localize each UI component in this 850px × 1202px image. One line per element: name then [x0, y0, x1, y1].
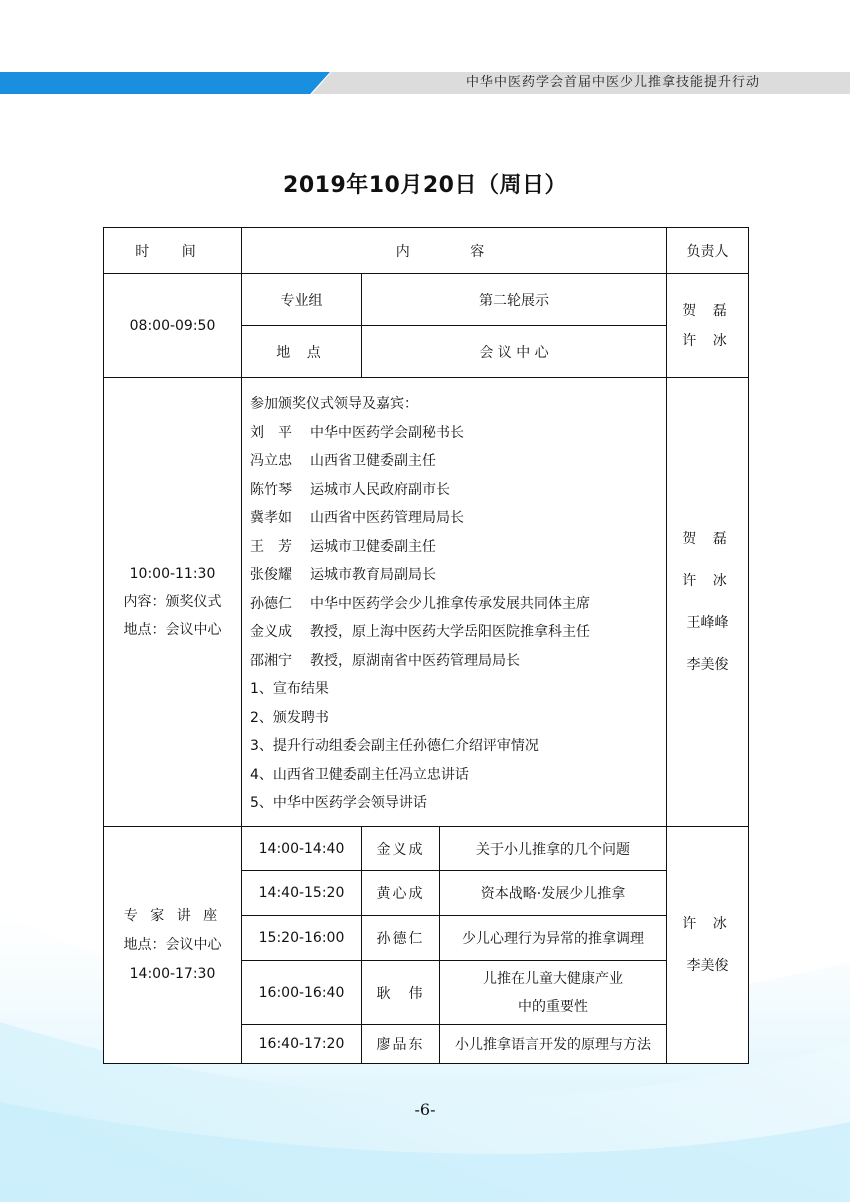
session2-details	[242, 378, 667, 827]
session3-time: 14:00-17:30	[129, 965, 216, 982]
header-time: 时 间	[104, 228, 242, 274]
owner: 许 冰	[682, 573, 733, 589]
owner: 王峰峰	[686, 615, 729, 631]
guest-name: 陈竹琴	[250, 481, 292, 498]
owner: 李美俊	[686, 958, 729, 974]
agenda-item: 5、中华中医药学会领导讲话	[250, 795, 427, 811]
guest-item	[250, 504, 666, 533]
guest-title: 运城市教育局副局长	[310, 567, 436, 583]
lecture-topic: 资本战略·发展少儿推拿	[440, 871, 667, 916]
session1-location-label: 地 点	[242, 326, 362, 378]
guest-item	[250, 447, 666, 476]
guest-name: 王 芳	[250, 538, 292, 555]
guest-item	[250, 476, 666, 505]
guest-title: 教授，原上海中医药大学岳阳医院推拿科主任	[310, 624, 590, 640]
guest-name: 金义成	[250, 624, 292, 640]
guest-title: 山西省卫健委副主任	[310, 453, 436, 469]
lecture-topic: 小儿推拿语言开发的原理与方法	[440, 1025, 667, 1064]
agenda-item: 1、宣布结果	[250, 681, 329, 697]
session3-location: 地点：会议中心	[123, 936, 222, 953]
lecture-time: 15:20-16:00	[242, 916, 362, 961]
guest-name: 张俊耀	[250, 567, 292, 583]
guest-title: 教授，原湖南省中医药管理局局长	[310, 652, 520, 669]
lecture-speaker: 黄心成	[362, 871, 440, 916]
agenda-item: 4、山西省卫健委副主任冯立忠讲话	[250, 766, 469, 783]
header-blue-bar	[0, 72, 330, 94]
header-title: 中华中医药学会首届中医少儿推拿技能提升行动	[465, 75, 760, 90]
lecture-topic: 少儿心理行为异常的推拿调理	[440, 916, 667, 961]
session3-label: 专 家 讲 座	[123, 907, 222, 924]
guests-heading: 参加颁奖仪式领导及嘉宾：	[250, 396, 418, 412]
schedule-table	[103, 227, 749, 1064]
owner: 贺 磊	[682, 531, 733, 547]
guest-title: 中华中医药学会少儿推拿传承发展共同体主席	[310, 595, 590, 612]
session2-time: 10:00-11:30	[129, 566, 216, 582]
page-number: -6-	[414, 1100, 436, 1119]
guest-title: 运城市人民政府副市长	[310, 481, 450, 498]
lecture-speaker: 孙德仁	[362, 916, 440, 961]
header-owner: 负责人	[667, 228, 749, 274]
session3-owners	[667, 827, 749, 1064]
table-header-row	[104, 228, 749, 274]
guest-item	[250, 590, 666, 619]
lecture-speaker: 耿 伟	[362, 961, 440, 1025]
session2-row	[104, 378, 749, 827]
session1-location-value: 会 议 中 心	[362, 326, 667, 378]
guest-title: 山西省中医药管理局局长	[310, 510, 464, 526]
lecture-topic-line: 儿推在儿童大健康产业	[483, 970, 624, 987]
guest-item	[250, 561, 666, 590]
session3-info	[104, 827, 242, 1064]
guest-name: 刘 平	[250, 424, 292, 441]
session2-owners	[667, 378, 749, 827]
lecture-speaker: 廖品东	[362, 1025, 440, 1064]
lecture-time: 16:40-17:20	[242, 1025, 362, 1064]
guest-title: 运城市卫健委副主任	[310, 538, 436, 555]
lecture-time: 14:00-14:40	[242, 827, 362, 871]
session1-group-value: 第二轮展示	[362, 274, 667, 326]
lecture-time: 16:00-16:40	[242, 961, 362, 1025]
lecture-topic	[440, 961, 667, 1025]
guest-item	[250, 419, 666, 448]
owner: 李美俊	[686, 657, 729, 673]
owner: 许 冰	[682, 916, 733, 932]
lecture-row	[104, 827, 749, 871]
owner: 贺 磊	[682, 302, 733, 319]
session2-content-label: 内容：颁奖仪式	[123, 594, 222, 610]
session2-location-label: 地点：会议中心	[123, 622, 222, 638]
lecture-time: 14:40-15:20	[242, 871, 362, 916]
session1-row1	[104, 274, 749, 326]
guest-name: 孙德仁	[250, 595, 292, 612]
session1-owners	[667, 274, 749, 378]
session2-info	[104, 378, 242, 827]
session1-group-label: 专业组	[242, 274, 362, 326]
guest-title: 中华中医药学会副秘书长	[310, 424, 464, 441]
lecture-speaker: 金义成	[362, 827, 440, 871]
guest-name: 冀孝如	[250, 510, 292, 526]
agenda-item: 3、提升行动组委会副主任孙德仁介绍评审情况	[250, 738, 539, 754]
lecture-topic: 关于小儿推拿的几个问题	[440, 827, 667, 871]
header-content: 内 容	[242, 228, 667, 274]
guest-item	[250, 533, 666, 562]
owner: 许 冰	[682, 332, 733, 349]
session1-time: 08:00-09:50	[104, 274, 242, 378]
guest-item	[250, 647, 666, 676]
guest-item	[250, 618, 666, 647]
guest-name: 冯立忠	[250, 453, 292, 469]
guest-name: 邵湘宁	[250, 652, 292, 669]
lecture-topic-line: 中的重要性	[518, 998, 589, 1015]
agenda-item: 2、颁发聘书	[250, 709, 329, 726]
date-title: 2019年10月20日（周日）	[283, 173, 567, 198]
